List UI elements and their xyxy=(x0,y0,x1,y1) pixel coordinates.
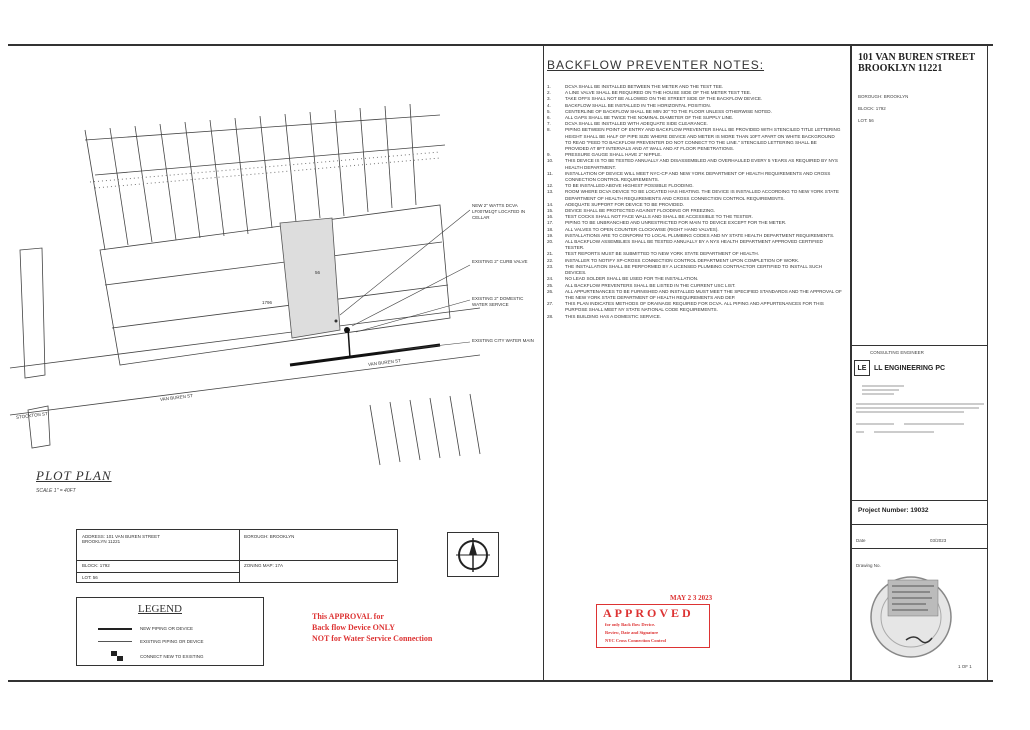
plot-plan-scale: SCALE 1" = 40FT xyxy=(36,488,76,494)
note-number: 15. xyxy=(547,208,554,214)
note-number: 5. xyxy=(547,108,551,114)
callout-curb-valve: EXISTING 2" CURB VALVE xyxy=(472,259,528,264)
tb-borough: BOROUGH: BROOKLYN xyxy=(858,94,909,99)
legend-row1-label: NEW PIPING OR DEVICE xyxy=(140,626,194,631)
firm-logo-text: LE xyxy=(857,365,867,372)
notes-list xyxy=(547,84,842,320)
plot-plan-drawing xyxy=(0,100,540,520)
note-number: 27. xyxy=(547,301,554,307)
street-label-van-buren: VAN BUREN ST xyxy=(367,358,402,367)
divider-titleblock xyxy=(850,44,852,682)
tb-divider-consulting xyxy=(852,345,987,346)
approval-note-line2: Back flow Device ONLY xyxy=(312,623,396,632)
approved-sub3: NYC Cross Connection Control xyxy=(605,638,666,643)
note-text: DCVA SHALL BE INSTALLED WITH ADEQUATE SIDE CLEARANCE. xyxy=(565,121,708,127)
note-item xyxy=(547,239,842,251)
divider-notes xyxy=(543,44,544,682)
note-text: ROOM WHERE DCVA DEVICE TO BE LOCATED HAS HEATING. THE DEVICE IS INSTALLED ACCORDING TO NEW YORK STATE DEPARTMENT OF HEALTH REQUIREMENTS AND CROSS CONNECTION CONTROL REQUIREMENTS. xyxy=(565,189,839,201)
engineer-seal-icon xyxy=(866,572,956,662)
note-number: 9. xyxy=(547,152,551,158)
note-number: 18. xyxy=(547,226,554,232)
tb-fine-print xyxy=(854,380,986,440)
note-number: 4. xyxy=(547,102,551,108)
note-item xyxy=(547,314,842,320)
note-text: TEST COCKS SHALL NOT FACE WALLS AND SHALL BE ACCESSIBLE TO THE TESTER. xyxy=(565,214,753,220)
approved-stamp xyxy=(596,604,710,648)
frame-right xyxy=(987,44,988,682)
tb-divider-drawing xyxy=(852,548,987,549)
note-number: 16. xyxy=(547,214,554,220)
note-number: 3. xyxy=(547,96,551,102)
note-text: THIS PLAN INDICATES METHODS OF DRAINAGE REQUIRED FOR DCVA. ALL PIPING AND APPURTENANCES FOR THIS PURPOSE SHALL MEET NY STATE NATIONAL CODE REQUIREMENTS. xyxy=(565,301,824,313)
info-table-vdivider xyxy=(239,530,240,582)
note-number: 21. xyxy=(547,251,554,257)
north-arrow-icon xyxy=(453,535,493,575)
lot-number-main: 56 xyxy=(315,270,321,275)
note-number: 13. xyxy=(547,189,554,195)
note-text: TO BE INSTALLED ABOVE HIGHEST POSSIBLE FLOODING. xyxy=(565,183,694,189)
info-block: BLOCK: 1792 xyxy=(82,563,110,568)
note-number: 28. xyxy=(547,313,554,319)
note-number: 1. xyxy=(547,84,551,89)
notes-title: BACKFLOW PREVENTER NOTES: xyxy=(547,58,765,72)
note-item xyxy=(547,301,842,313)
note-text: PIPING TO BE UNBRANCHED AND UNRESTRICTED FOR MAIN TO DEVICE EXCEPT FOR THE METER. xyxy=(565,220,787,226)
frame-top xyxy=(8,44,993,46)
note-number: 20. xyxy=(547,239,554,245)
note-item xyxy=(547,289,842,301)
note-text: ADEQUATE SUPPORT FOR DEVICE TO BE PROVIDED. xyxy=(565,201,685,207)
note-text: ALL BACKFLOW ASSEMBLIES SHALL BE TESTED ANNUALLY BY A NYS HEALTH DEPARTMENT APPROVED CERTIFIED TESTER. xyxy=(565,239,823,251)
note-number: 19. xyxy=(547,232,554,238)
tb-sheet: 1 OF 1 xyxy=(958,664,972,669)
note-item xyxy=(547,127,842,152)
approval-note-line1: This APPROVAL for xyxy=(312,612,384,621)
note-text: PRESSURE GAUGE SHALL HAVE 2" NIPPLE. xyxy=(565,152,662,158)
note-number: 8. xyxy=(547,127,551,133)
note-text: PIPING BETWEEN POINT OF ENTRY AND BACKFLOW PREVENTER SHALL BE PROVIDED WITH STENCILED TITLE LETTERING HEIGHT SHALL BE HALF OF PIPE SIZE WHERE DEVICE AND METER IS MORE THAN 10FT APART ON WHITE BACKGROUND TO READ "FEED TO BACKFLOW PREVENTER DO NOT CONNECT TO THE LINE." STENCILED LETTERING SHALL BE PROVIDED AT 8FT INTERVALS AND AT WALL AND AT FLOOR PENETRATIONS. xyxy=(565,127,841,152)
tb-date-label: Date xyxy=(856,538,866,543)
tb-divider-date xyxy=(852,524,987,525)
note-text: TEST REPORTS MUST BE SUBMITTED TO NEW YORK STATE DEPARTMENT OF HEALTH. xyxy=(565,251,759,257)
note-item xyxy=(547,171,842,183)
note-text: THE INSTALLATION SHALL BE PERFORMED BY A LICENSED PLUMBING CONTRACTOR CERTIFIED TO INSTALL SUCH DEVICES. xyxy=(565,263,823,276)
callout-domestic-service: EXISTING 2" DOMESTIC WATER SERVICE xyxy=(472,296,524,307)
firm-logo xyxy=(854,360,870,376)
note-number: 6. xyxy=(547,115,551,121)
note-text: ALL VALVES TO OPEN COUNTER CLOCKWISE (RIGHT HAND VALVES). xyxy=(565,226,719,232)
note-number: 22. xyxy=(547,257,554,263)
info-address: ADDRESS: 101 VAN BUREN STREET BROOKLYN 11221 xyxy=(82,534,160,544)
note-number: 14. xyxy=(547,201,554,207)
note-number: 11. xyxy=(547,170,554,176)
info-zoning: ZONING MAP: 17A xyxy=(244,563,284,568)
note-text: CENTERLINE OF BACKFLOW SHALL BE MIN 30" TO THE FLOOR UNLESS OTHERWISE NOTED. xyxy=(565,108,772,114)
tb-date-value: 03/2023 xyxy=(930,538,947,543)
note-text: ALL GAPS SHALL BE TWICE THE NOMINAL DIAMETER OF THE SUPPLY LINE. xyxy=(565,115,734,121)
info-borough: BOROUGH: BROOKLYN xyxy=(244,534,295,539)
approval-note-line3: NOT for Water Service Connection xyxy=(312,634,433,643)
note-text: THIS DEVICE IS TO BE TESTED ANNUALLY AND DISASSEMBLED AND OVERHAULED EVERY 5 YEARS AS REQUIRED BY NYS HEALTH DEPARTMENT. xyxy=(565,158,838,170)
note-text: THIS BUILDING HAS A DOMESTIC SERVICE. xyxy=(565,313,662,319)
note-text: INSTALLATION OF DEVICE WILL MEET NYC-CP AND NEW YORK DEPARTMENT OF HEALTH REQUIREMENTS AND CROSS CONNECTION CONTROL REQUIREMENTS. xyxy=(565,170,831,183)
note-text: ALL APPURTENANCES TO BE FURNISHED AND INSTALLED MUST MEET THE SPECIFIED STANDARDS AND THE APPROVAL OF THE NEW YORK STATE DEPARTMENT OF HEALTH REQUIREMENTS AND DEP. xyxy=(565,288,842,300)
legend-row3-label: CONNECT NEW TO EXISTING xyxy=(140,654,204,659)
street-label-van-buren-2: VAN BUREN ST xyxy=(159,393,194,402)
note-item xyxy=(547,158,842,170)
tb-block: BLOCK: 1792 xyxy=(858,106,886,111)
info-table-hdivider2 xyxy=(77,572,239,573)
address-line2: BROOKLYN 11221 xyxy=(858,63,943,74)
note-text: DEVICE SHALL BE PROTECTED AGAINST FLOODING OR FREEZING. xyxy=(565,208,716,214)
tb-drawing-no: Drawing No. xyxy=(856,563,881,568)
note-item xyxy=(547,264,842,276)
address-line1: 101 VAN BUREN STREET xyxy=(858,52,976,63)
project-address xyxy=(858,52,975,74)
tb-firm-name: LL ENGINEERING PC xyxy=(874,365,946,372)
info-table-hdivider1 xyxy=(77,560,397,561)
legend-line-existing xyxy=(98,641,132,642)
note-item xyxy=(547,189,842,201)
legend-row2-label: EXISTING PIPING OR DEVICE xyxy=(140,639,204,644)
street-label-stockton: STOCKTON ST xyxy=(15,411,48,420)
tb-project-number: Project Number: 19032 xyxy=(858,507,929,514)
callout-new-dcva: NEW 2" WATTS DCVA LF007M1QT LOCATED IN CELLAR xyxy=(472,203,526,220)
frame-bottom xyxy=(8,680,993,682)
note-text: BACKFLOW SHALL BE INSTALLED IN THE HORIZONTAL POSITION. xyxy=(565,102,711,108)
connect-symbol-icon xyxy=(110,650,124,662)
note-number: 17. xyxy=(547,220,554,226)
note-number: 7. xyxy=(547,121,551,127)
note-number: 24. xyxy=(547,276,554,282)
approved-word: APPROVED xyxy=(603,606,694,620)
note-number: 25. xyxy=(547,282,554,288)
note-text: A LINE VALVE SHALL BE REQUIRED ON THE HOUSE SIDE OF THE METER TEST TEE. xyxy=(565,90,752,96)
note-number: 23. xyxy=(547,263,554,269)
note-number: 12. xyxy=(547,183,554,189)
note-number: 26. xyxy=(547,288,554,294)
tb-lot: LOT: 56 xyxy=(858,118,874,123)
approved-sub2: Review, Date and Signature xyxy=(605,630,659,635)
note-text: NO LEAD SOLDER SHALL BE USED FOR THE INSTALLATION. xyxy=(565,276,699,282)
note-number: 10. xyxy=(547,158,554,164)
note-text: INSTALLER TO NOTIFY XP-CROSS CONNECTION CONTROL DEPARTMENT UPON COMPLETION OF WORK. xyxy=(565,257,800,263)
note-text: INSTALLATIONS ARE TO CONFORM TO LOCAL PLUMBING CODES AND NY STATE HEALTH DEPARTMENT REQUIREMENTS. xyxy=(565,232,835,238)
legend-line-new xyxy=(98,628,132,630)
approved-date: MAY 2 3 2023 xyxy=(670,594,713,602)
note-text: TAKE OFFS SHALL NOT BE ALLOWED ON THE STREET SIDE OF THE BACKFLOW DEVICE. xyxy=(565,96,763,102)
tb-divider-project xyxy=(852,500,987,501)
legend-title: LEGEND xyxy=(138,603,182,615)
info-lot: LOT: 56 xyxy=(82,575,98,580)
note-text: DCVA SHALL BE INSTALLED BETWEEN THE METER AND THE TEST TEE. xyxy=(565,84,724,89)
callout-water-main: EXISTING CITY WATER MAIN xyxy=(472,338,534,343)
tb-consulting-label: CONSULTING ENGINEER xyxy=(870,350,924,355)
plot-plan-title: PLOT PLAN xyxy=(36,468,112,483)
lot-number-adjacent: 1796 xyxy=(262,300,273,305)
approved-sub1: for only Back flow Device. xyxy=(605,622,656,627)
note-text: ALL BACKFLOW PREVENTERS SHALL BE LISTED IN THE CURRENT USC LIST. xyxy=(565,282,736,288)
note-number: 2. xyxy=(547,90,551,96)
